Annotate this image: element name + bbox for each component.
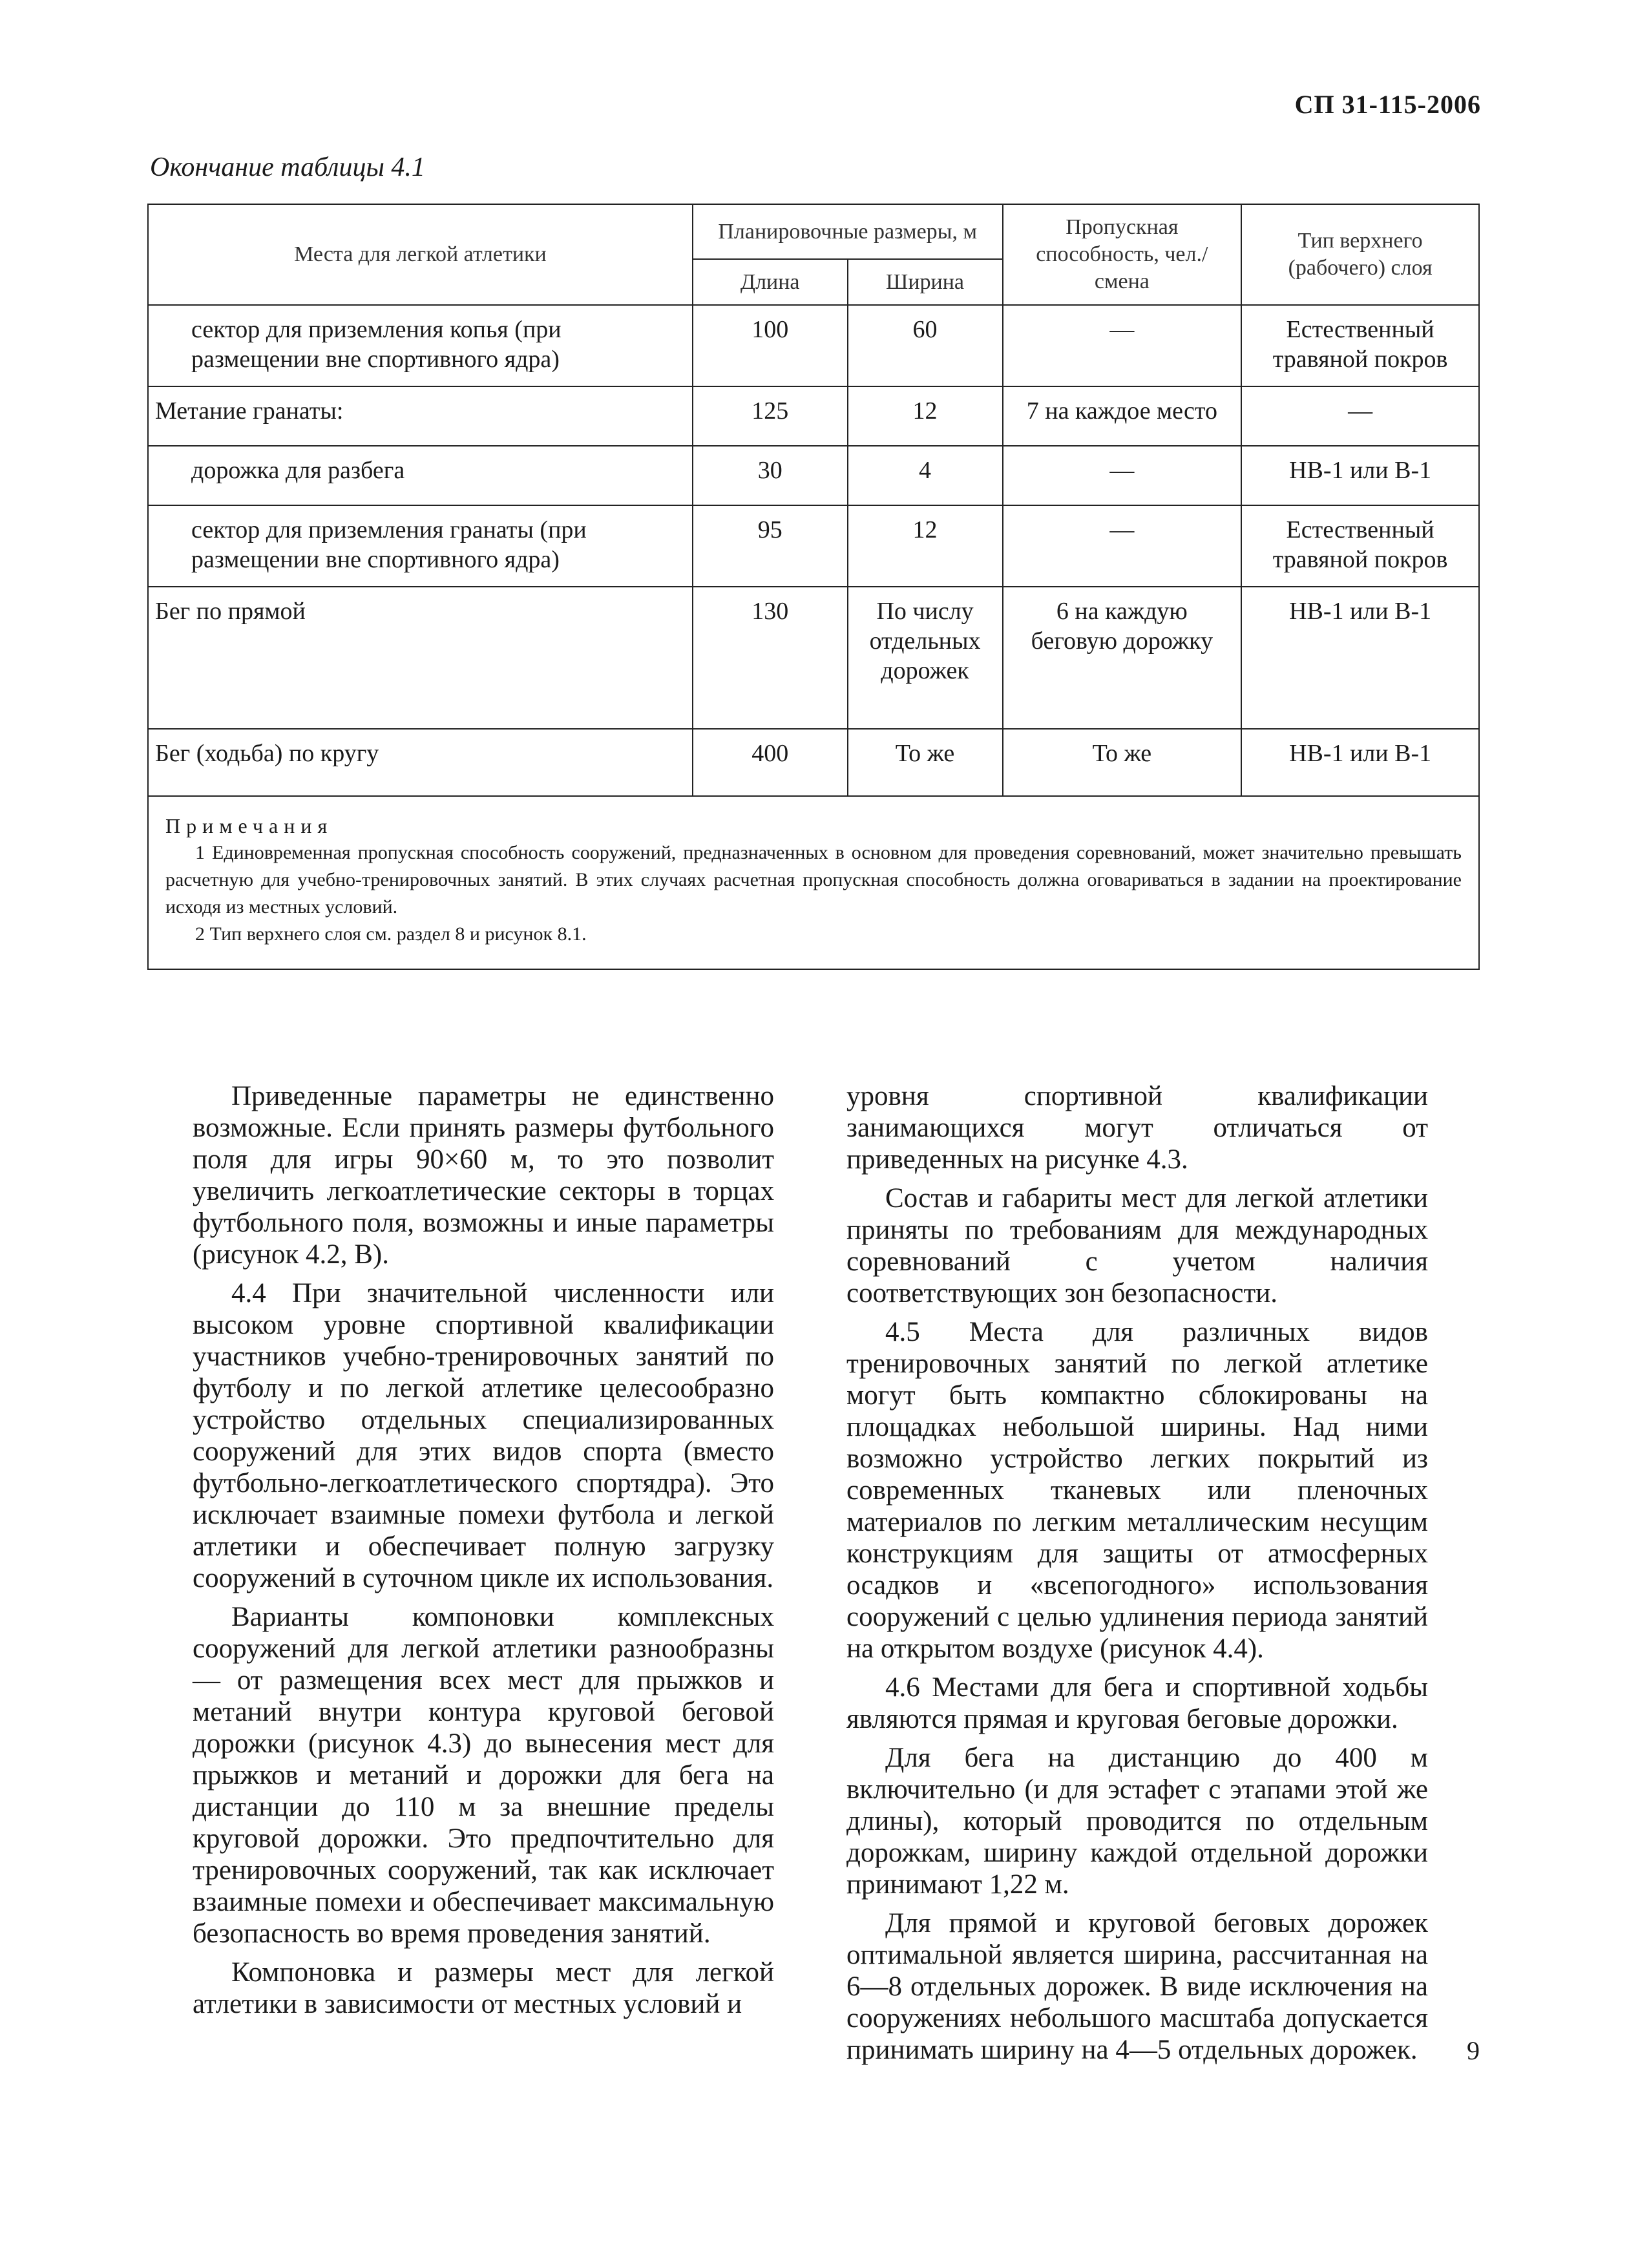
paragraph: Варианты компоновки комплексных сооружений для легкой атлетики разнообразны — от размещения всех мест для прыжков и метаний внутри контура круговой беговой дорожки (рисунок 4.3) до вынесения мест для прыжков и метаний и дорожки для бега на дистанции до 110 м за внешние пределы круговой дорожки. Это предпочтительно для тренировочных сооружений, так как исключает взаимные помехи и обеспечивает максимальную безопасность во время проведения занятий. — [193, 1602, 774, 1949]
row-name: сектор для приземления гранаты (при размещении вне спортивного ядра) — [148, 505, 693, 587]
table-header-row — [148, 204, 1479, 259]
row-surface: НВ-1 или В-1 — [1241, 587, 1479, 729]
row-width: 4 — [848, 446, 1003, 505]
row-length: 100 — [693, 305, 848, 386]
row-capacity: 7 на каждое место — [1003, 386, 1242, 446]
row-capacity: — — [1003, 305, 1242, 386]
header-capacity: Пропускная способность, чел./смена — [1003, 204, 1242, 305]
row-surface: — — [1241, 386, 1479, 446]
notes-title: Примечания — [165, 814, 333, 837]
row-surface: Естественный травяной покров — [1241, 505, 1479, 587]
page-number: 9 — [1467, 2036, 1480, 2065]
header-places: Места для легкой атлетики — [148, 204, 693, 305]
row-capacity: 6 на каждую беговую дорожку — [1003, 587, 1242, 729]
paragraph: 4.6 Местами для бега и спортивной ходьбы являются прямая и круговая беговые дорожки. — [846, 1672, 1428, 1734]
row-width: 12 — [848, 505, 1003, 587]
row-length: 400 — [693, 729, 848, 796]
body-column-right — [846, 1080, 1428, 2073]
header-length: Длина — [693, 259, 848, 305]
row-width: То же — [848, 729, 1003, 796]
table-row — [148, 305, 1479, 386]
row-name: Бег по прямой — [148, 587, 693, 729]
table-row — [148, 446, 1479, 505]
table-row — [148, 587, 1479, 729]
doc-code: СП 31-115-2006 — [1294, 90, 1481, 119]
row-capacity: — — [1003, 446, 1242, 505]
body-column-left — [193, 1080, 774, 2027]
paragraph: Для бега на дистанцию до 400 м включительно (и для эстафет с этапами этой же длины), который проводится по отдельным дорожкам, ширину каждой отдельной дорожки принимают 1,22 м. — [846, 1743, 1428, 1900]
note-item: 1 Единовременная пропускная способность сооружений, предназначенных в основном для проведения соревнований, может значительно превышать расчетную для учебно-тренировочных занятий. В этих случаях расчетная пропускная способность должна оговариваться в задании на проектирование исходя из местных условий. — [165, 842, 1462, 918]
row-capacity: То же — [1003, 729, 1242, 796]
paragraph: Приведенные параметры не единственно возможные. Если принять размеры футбольного поля для игры 90×60 м, то это позволит увеличить легкоатлетические секторы в торцах футбольного поля, возможны и иные параметры (рисунок 4.2, В). — [193, 1081, 774, 1270]
header-surface: Тип верхнего (рабочего) слоя — [1241, 204, 1479, 305]
table-row — [148, 505, 1479, 587]
row-name: сектор для приземления копья (при размещении вне спортивного ядра) — [148, 305, 693, 386]
header-dimensions: Планировочные размеры, м — [693, 204, 1003, 259]
paragraph: Компоновка и размеры мест для легкой атлетики в зависимости от местных условий и — [193, 1957, 774, 2019]
row-capacity: — — [1003, 505, 1242, 587]
row-width: 12 — [848, 386, 1003, 446]
note-item: 2 Тип верхнего слоя см. раздел 8 и рисунок 8.1. — [195, 923, 587, 945]
header-width: Ширина — [848, 259, 1003, 305]
table-notes — [148, 796, 1479, 969]
row-length: 30 — [693, 446, 848, 505]
row-length: 95 — [693, 505, 848, 587]
row-width: 60 — [848, 305, 1003, 386]
paragraph: 4.4 При значительной численности или высоком уровне спортивной квалификации участников учебно-тренировочных занятий по футболу и по легкой атлетике целесообразно устройство отдельных специализированных сооружений для этих видов спорта (вместо футбольно-легкоатлетического спортядра). Это исключает взаимные помехи футбола и легкой атлетики и обеспечивает полную загрузку сооружений в суточном цикле их использования. — [193, 1278, 774, 1593]
row-length: 125 — [693, 386, 848, 446]
paragraph: Состав и габариты мест для легкой атлетики приняты по требованиям для международных соревнований с учетом наличия соответствующих зон безопасности. — [846, 1183, 1428, 1308]
row-surface: Естественный травяной покров — [1241, 305, 1479, 386]
table-caption: Окончание таблицы 4.1 — [150, 152, 425, 182]
paragraph: 4.5 Места для различных видов тренировочных занятий по легкой атлетике могут быть компактно сблокированы на площадках небольшой ширины. Над ними возможно устройство легких покрытий из современных тканевых или пленочных материалов по легким металлическим несущим конструкциям для защиты от атмосферных осадков и «всепогодного» использования сооружений с целью удлинения периода занятий на открытом воздухе (рисунок 4.4). — [846, 1317, 1428, 1664]
row-name: Бег (ходьба) по кругу — [148, 729, 693, 796]
table-notes-row — [148, 796, 1479, 969]
table-row — [148, 729, 1479, 796]
paragraph: уровня спортивной квалификации занимающихся могут отличаться от приведенных на рисунке 4.3. — [846, 1081, 1428, 1175]
row-name: Метание гранаты: — [148, 386, 693, 446]
row-surface: НВ-1 или В-1 — [1241, 729, 1479, 796]
table-4-1 — [147, 204, 1480, 970]
row-length: 130 — [693, 587, 848, 729]
row-width: По числу отдельных дорожек — [848, 587, 1003, 729]
paragraph: Для прямой и круговой беговых дорожек оптимальной является ширина, рассчитанная на 6—8 отдельных дорожек. В виде исключения на сооружениях небольшого масштаба допускается принимать ширину на 4—5 отдельных дорожек. — [846, 1908, 1428, 2065]
row-surface: НВ-1 или В-1 — [1241, 446, 1479, 505]
row-name: дорожка для разбега — [148, 446, 693, 505]
table-row — [148, 386, 1479, 446]
